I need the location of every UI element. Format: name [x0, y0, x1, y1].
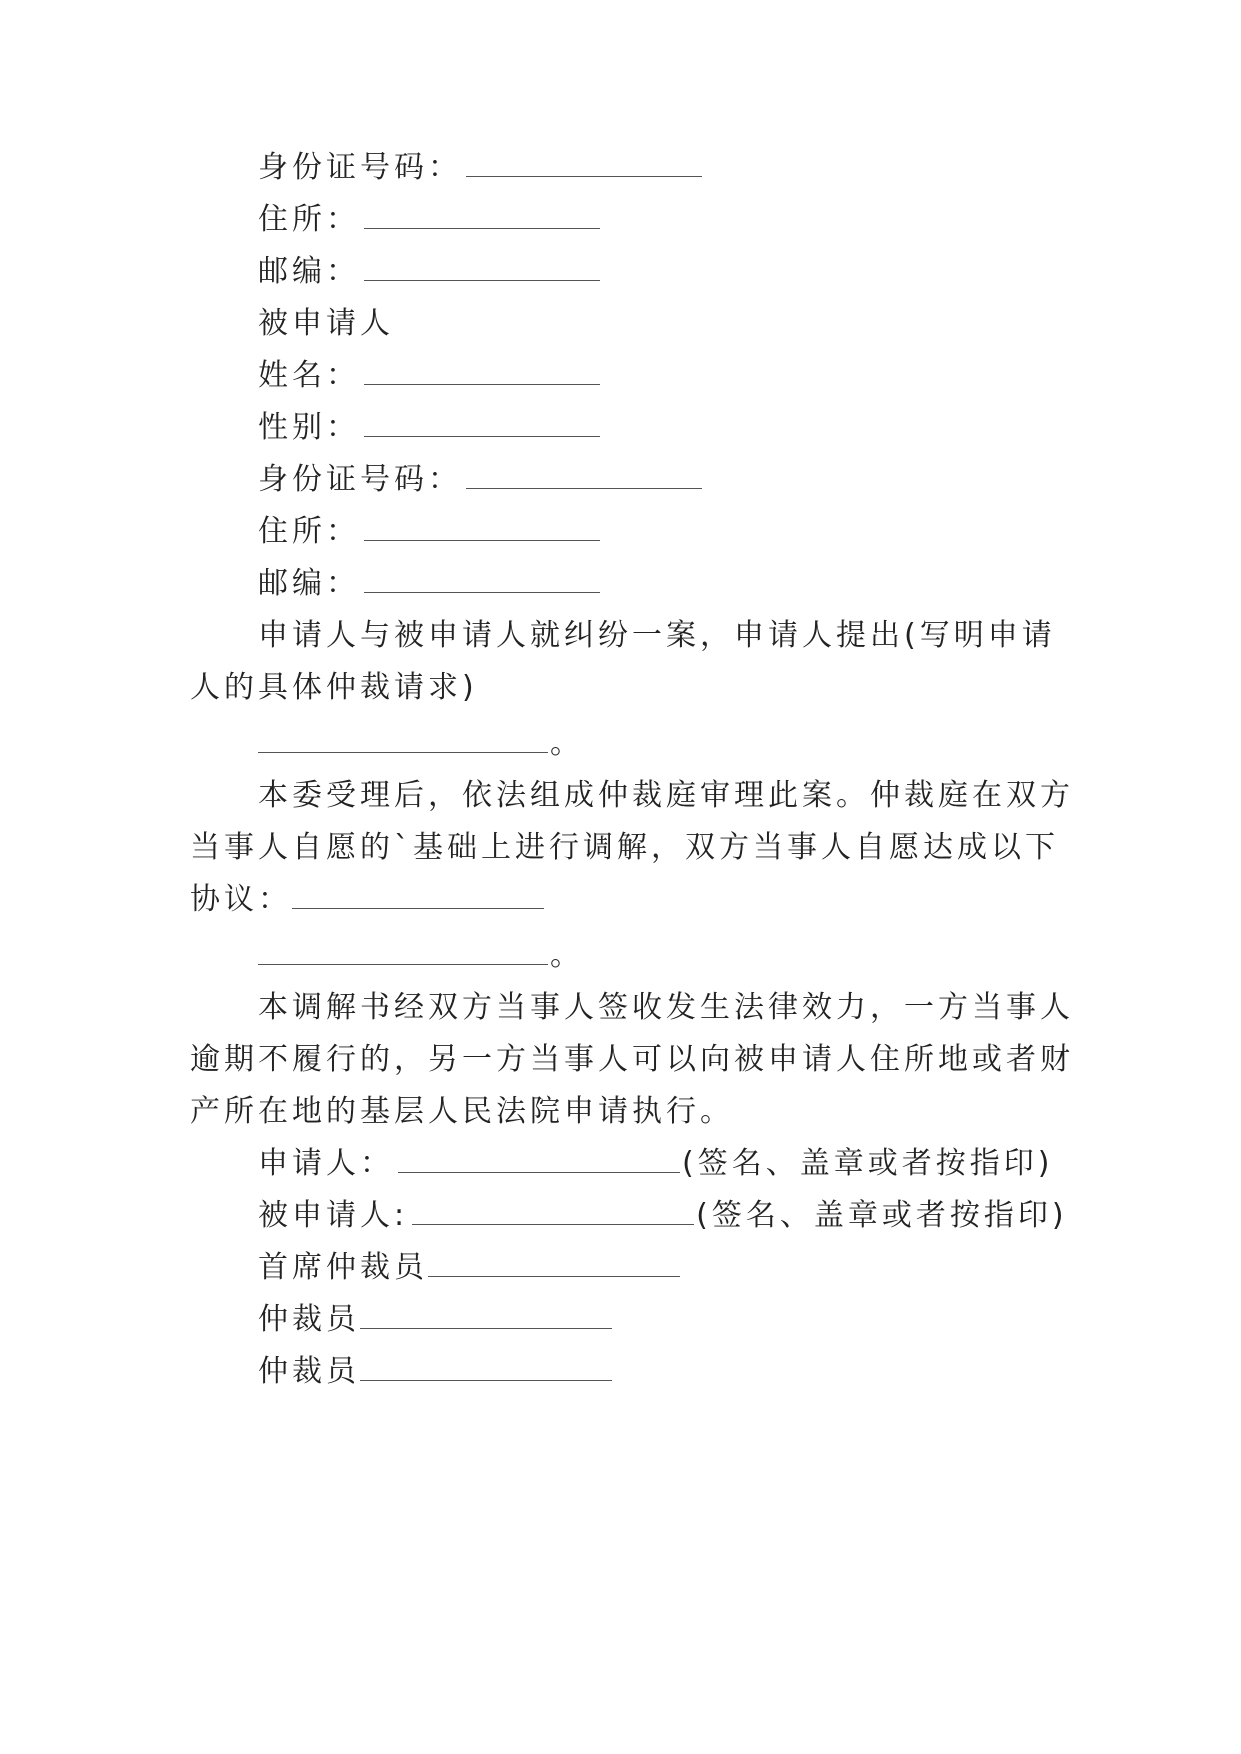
applicant-address-label: 住所： — [258, 202, 360, 237]
effect-paragraph-line1: 本调解书经双方当事人签收发生法律效力，一方当事人 — [258, 990, 1074, 1025]
agreement-continued-row — [258, 936, 584, 976]
applicant-id-number-label: 身份证号码： — [258, 150, 462, 185]
applicant-postcode-blank — [364, 252, 600, 281]
arbitrator-2-blank — [360, 1352, 612, 1381]
respondent-gender-row — [258, 408, 602, 448]
claim-paragraph-line2: 人的具体仲裁请求) — [190, 670, 478, 705]
respondent-address-blank — [364, 512, 600, 541]
respondent-address-label: 住所： — [258, 514, 360, 549]
respondent-name-row — [258, 356, 602, 396]
respondent-signature-blank — [412, 1196, 694, 1225]
agreement-blank — [292, 880, 544, 909]
agreement-end-mark: 。 — [550, 938, 584, 973]
respondent-gender-label: 性别： — [258, 410, 360, 445]
respondent-postcode-blank — [364, 564, 600, 593]
respondent-signature-label: 被申请人: — [258, 1198, 409, 1233]
claim-blank-row — [258, 724, 584, 764]
arbitrator-1-row — [258, 1300, 614, 1340]
arbitrator-1-label: 仲裁员 — [258, 1302, 360, 1337]
arbitrator-1-blank — [360, 1300, 612, 1329]
applicant-postcode-row — [258, 252, 602, 292]
chief-arbitrator-row — [258, 1248, 682, 1288]
applicant-id-number-row — [258, 148, 704, 188]
mediation-paragraph-line1: 本委受理后，依法组成仲裁庭审理此案。仲裁庭在双方 — [258, 778, 1074, 813]
applicant-postcode-label: 邮编： — [258, 254, 360, 289]
applicant-address-row — [258, 200, 602, 240]
agreement-row — [190, 880, 546, 920]
arbitrator-2-row — [258, 1352, 614, 1392]
effect-paragraph-line2: 逾期不履行的，另一方当事人可以向被申请人住所地或者财 — [190, 1042, 1074, 1077]
claim-paragraph-line1: 申请人与被申请人就纠纷一案，申请人提出(写明申请 — [258, 618, 1056, 653]
effect-paragraph-line3: 产所在地的基层人民法院申请执行。 — [190, 1094, 734, 1129]
applicant-id-number-blank — [466, 148, 702, 177]
respondent-id-number-row — [258, 460, 704, 500]
agreement-continued-blank — [258, 936, 548, 965]
respondent-id-number-label: 身份证号码： — [258, 462, 462, 497]
applicant-address-blank — [364, 200, 600, 229]
agreement-label: 协议： — [190, 882, 292, 917]
respondent-postcode-row — [258, 564, 602, 604]
applicant-signature-row — [258, 1144, 1053, 1184]
mediation-paragraph-line2: 当事人自愿的`基础上进行调解，双方当事人自愿达成以下 — [190, 830, 1059, 865]
respondent-signature-note: (签名、盖章或者按指印) — [696, 1198, 1068, 1233]
respondent-id-number-blank — [466, 460, 702, 489]
respondent-postcode-label: 邮编： — [258, 566, 360, 601]
applicant-signature-blank — [398, 1144, 680, 1173]
respondent-heading: 被申请人 — [258, 306, 394, 341]
respondent-name-label: 姓名： — [258, 358, 360, 393]
respondent-name-blank — [364, 356, 600, 385]
respondent-gender-blank — [364, 408, 600, 437]
arbitrator-2-label: 仲裁员 — [258, 1354, 360, 1389]
claim-end-mark: 。 — [550, 726, 584, 761]
respondent-address-row — [258, 512, 602, 552]
chief-arbitrator-label: 首席仲裁员 — [258, 1250, 428, 1285]
claim-blank — [258, 724, 548, 753]
applicant-signature-note: (签名、盖章或者按指印) — [682, 1146, 1054, 1181]
applicant-signature-label: 申请人： — [258, 1146, 394, 1181]
chief-arbitrator-blank — [428, 1248, 680, 1277]
respondent-signature-row — [258, 1196, 1068, 1236]
